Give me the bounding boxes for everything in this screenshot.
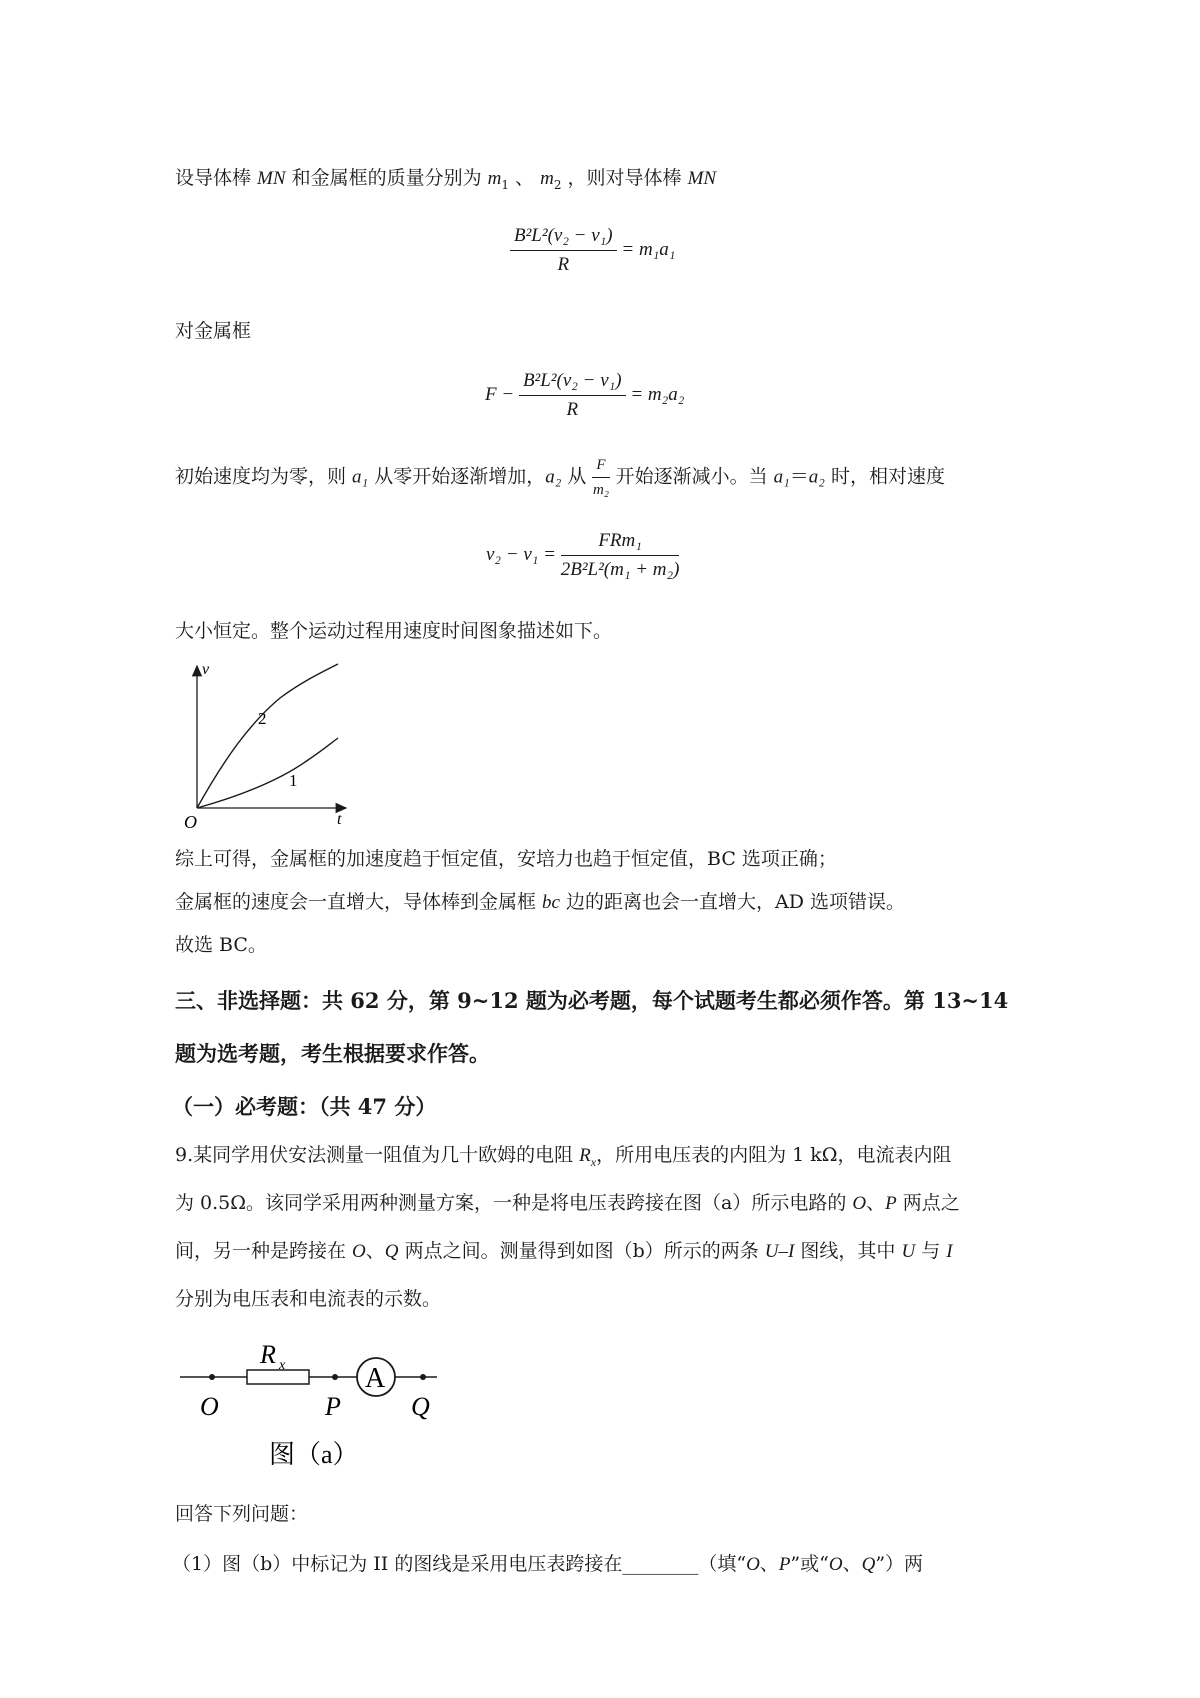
node-p-label: P bbox=[325, 1392, 341, 1421]
curve-2 bbox=[197, 664, 338, 808]
inline-fraction: $\frac{F}{\text{m₂}}$ bbox=[592, 457, 610, 498]
section-heading-cont: 题为选考题，考生根据要求作答。 bbox=[175, 1041, 490, 1066]
resistor-subscript: x bbox=[279, 1358, 286, 1373]
sub-heading: （一）必考题：（共 47 分） bbox=[172, 1094, 437, 1119]
curve-1-label: 1 bbox=[289, 771, 298, 790]
equation-numerator: B²L²(v₂ − v₁) bbox=[519, 370, 626, 396]
curve-2-label: 2 bbox=[258, 709, 267, 728]
para-for-frame: 对金属框 bbox=[175, 320, 252, 342]
sub-question-1: （1）图（b）中标记为 II 的图线是采用电压表跨接在________（填“O、P”或“O、Q”）两 bbox=[172, 1553, 924, 1575]
para-conclusion: 综上可得，金属框的加速度趋于恒定值，安培力也趋于恒定值，BC 选项正确； bbox=[175, 848, 837, 870]
node-q-label: Q bbox=[411, 1392, 430, 1421]
resistor-rx bbox=[247, 1370, 309, 1384]
node-q-dot bbox=[420, 1374, 426, 1380]
equation-rod bbox=[510, 225, 675, 276]
equation-rhs: = m₂a₂ bbox=[630, 383, 685, 405]
velocity-time-graph bbox=[170, 658, 370, 833]
para-initial-velocity: 初始速度均为零，则 a₁ 从零开始逐渐增加，a₂ 从 $\frac{F}{\text{m₂}}$ 开始逐渐减小。当 a₁＝a₂ 时，相对速度 bbox=[175, 457, 945, 498]
circuit-diagram-a bbox=[175, 1330, 465, 1480]
question-9-line-1: 9.某同学用伏安法测量一阻值为几十欧姆的电阻 $R_x$，所用电压表的内阻为 1 kΩ，电流表内阻 bbox=[175, 1144, 952, 1169]
origin-label: O bbox=[184, 812, 197, 832]
question-9-line-3: 间，另一种是跨接在 O、Q 两点之间。测量得到如图（b）所示的两条 U–I 图线，其中 U 与 I bbox=[175, 1240, 953, 1262]
answer-prompt: 回答下列问题： bbox=[175, 1503, 309, 1525]
ammeter-label: A bbox=[365, 1363, 386, 1394]
x-axis-label: t bbox=[337, 811, 342, 828]
equation-lhs: F − bbox=[485, 383, 515, 405]
para-frame-velocity: 金属框的速度会一直增大，导体棒到金属框 bc 边的距离也会一直增大，AD 选项错误。 bbox=[175, 891, 906, 913]
question-9-line-4: 分别为电压表和电流表的示数。 bbox=[175, 1288, 442, 1310]
equation-numerator: B²L²(v₂ − v₁) bbox=[510, 225, 617, 251]
equation-frame bbox=[485, 370, 684, 421]
equation-denominator: R bbox=[557, 254, 570, 275]
equation-denominator: R bbox=[566, 399, 579, 420]
figure-caption: 图（a） bbox=[269, 1440, 359, 1469]
equation-numerator: FRm₁ bbox=[561, 530, 680, 556]
para-mass-definition: 设导体棒 MN 和金属框的质量分别为 $m_1$ 、 $m_2$ ，则对导体棒 MN bbox=[175, 167, 717, 192]
section-heading: 三、非选择题：共 62 分，第 9~12 题为必考题，每个试题考生都必须作答。第 13~14 bbox=[175, 988, 1009, 1013]
node-p-dot bbox=[332, 1374, 338, 1380]
equation-lhs: v₂ − v₁ = bbox=[486, 543, 556, 565]
para-answer: 故选 BC。 bbox=[175, 934, 267, 956]
y-axis-label: v bbox=[202, 661, 210, 678]
equation-rhs: = m₁a₁ bbox=[621, 238, 676, 260]
equation-relative-velocity bbox=[486, 530, 679, 581]
resistor-label: R bbox=[260, 1340, 276, 1369]
para-constant: 大小恒定。整个运动过程用速度时间图象描述如下。 bbox=[175, 620, 613, 642]
equation-denominator: 2B²L²(m₁ + m₂) bbox=[560, 559, 680, 580]
node-o-label: O bbox=[200, 1392, 219, 1421]
node-o-dot bbox=[209, 1374, 215, 1380]
question-9-line-2: 为 0.5Ω。该同学采用两种测量方案，一种是将电压表跨接在图（a）所示电路的 O、P 两点之 bbox=[175, 1192, 960, 1214]
